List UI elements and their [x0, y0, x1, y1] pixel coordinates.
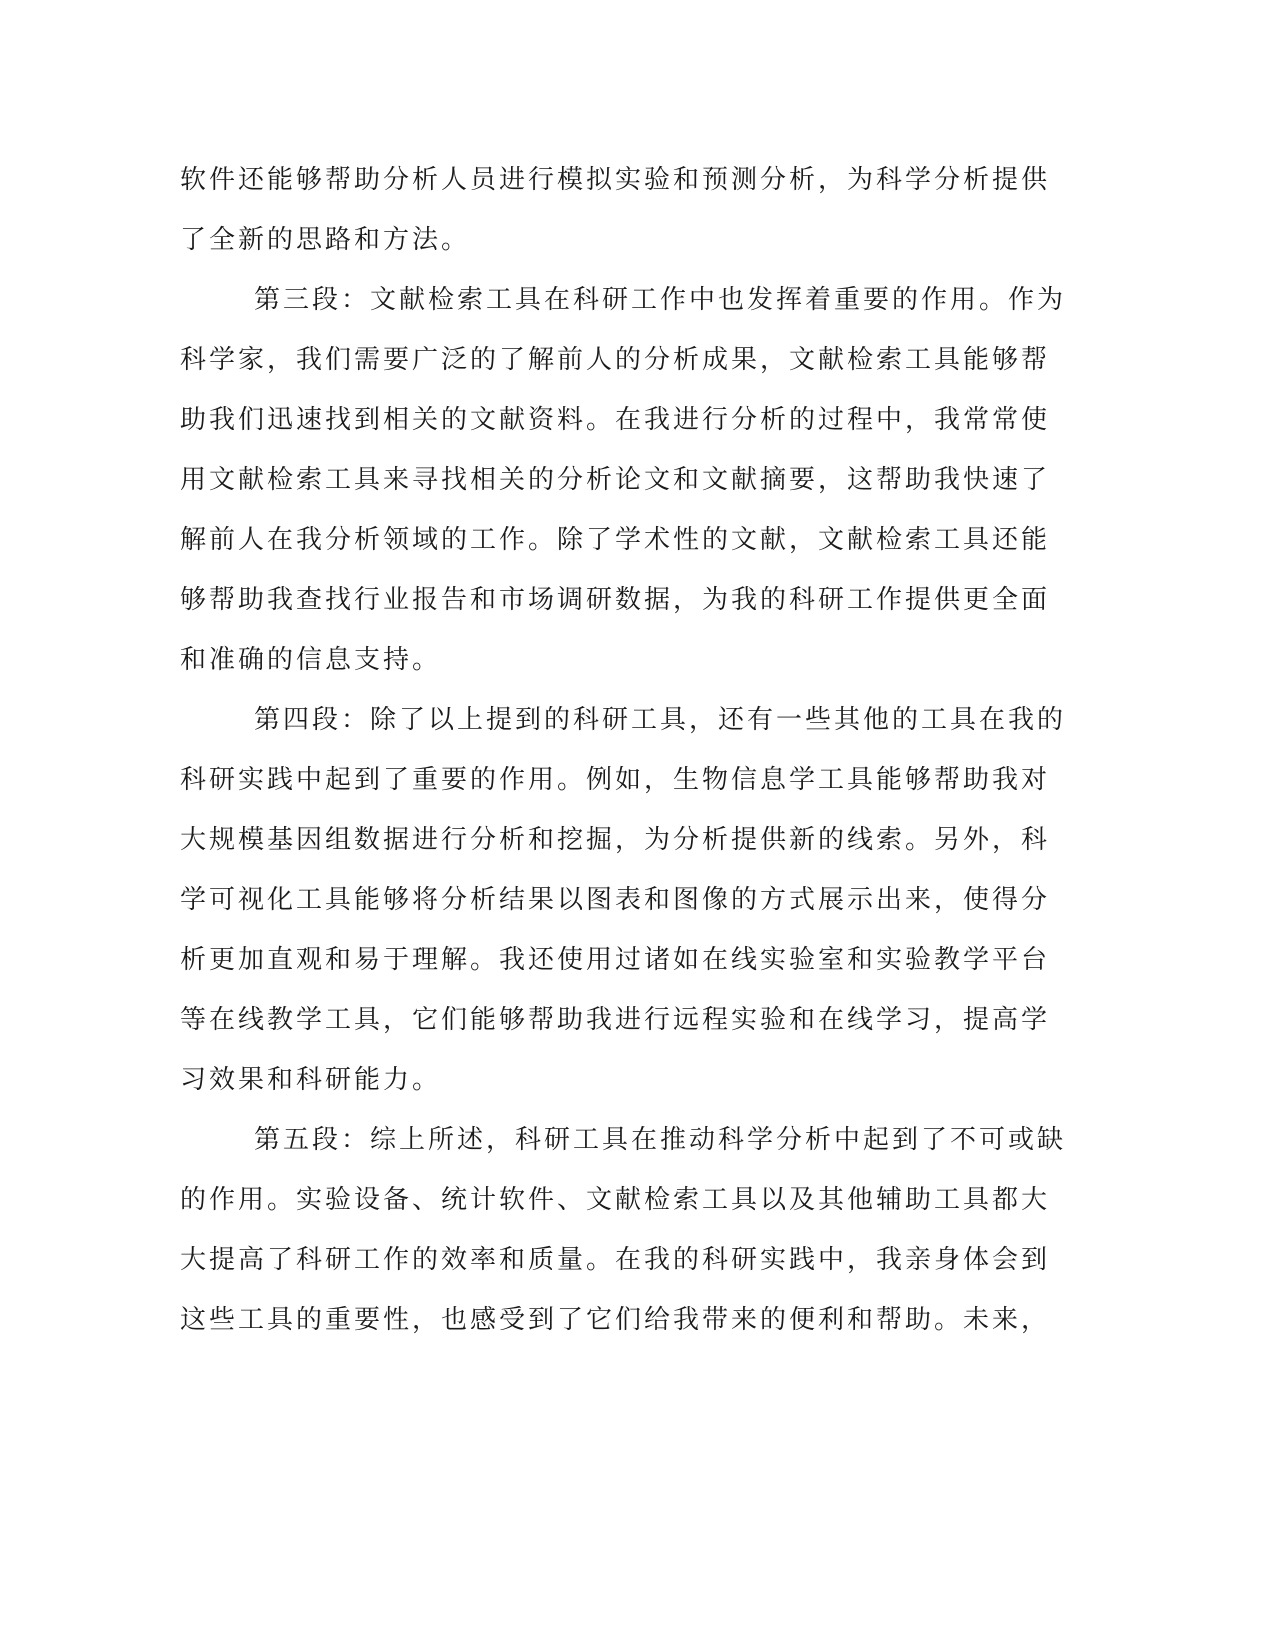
- text-line: 析更加直观和易于理解。我还使用过诸如在线实验室和实验教学平台: [180, 945, 1051, 975]
- text-line-first: 第五段：综上所述，科研工具在推动科学分析中起到了不可或缺: [254, 1125, 1067, 1155]
- text-line: 用文献检索工具来寻找相关的分析论文和文献摘要，这帮助我快速了: [180, 465, 1051, 495]
- text-line: 学可视化工具能够将分析结果以图表和图像的方式展示出来，使得分: [180, 885, 1051, 915]
- text-line: 科学家，我们需要广泛的了解前人的分析成果，文献检索工具能够帮: [180, 345, 1051, 375]
- text-line: 了全新的思路和方法。: [180, 225, 471, 255]
- paragraph-continuation: [180, 150, 1051, 270]
- paragraph-4: [180, 690, 1067, 1110]
- text-line: 大规模基因组数据进行分析和挖掘，为分析提供新的线索。另外，科: [180, 825, 1051, 855]
- text-line: 软件还能够帮助分析人员进行模拟实验和预测分析，为科学分析提供: [180, 165, 1051, 195]
- text-line: 助我们迅速找到相关的文献资料。在我进行分析的过程中，我常常使: [180, 405, 1051, 435]
- text-line: 等在线教学工具，它们能够帮助我进行远程实验和在线学习，提高学: [180, 1005, 1051, 1035]
- text-line: 的作用。实验设备、统计软件、文献检索工具以及其他辅助工具都大: [180, 1185, 1051, 1215]
- paragraph-5: [180, 1110, 1067, 1350]
- text-line: 够帮助我查找行业报告和市场调研数据，为我的科研工作提供更全面: [180, 585, 1051, 615]
- text-line: 和准确的信息支持。: [180, 645, 442, 675]
- text-line: 这些工具的重要性，也感受到了它们给我带来的便利和帮助。未来，: [180, 1305, 1051, 1335]
- text-line: 解前人在我分析领域的工作。除了学术性的文献，文献检索工具还能: [180, 525, 1051, 555]
- text-line: 习效果和科研能力。: [180, 1065, 442, 1095]
- text-line-first: 第三段：文献检索工具在科研工作中也发挥着重要的作用。作为: [254, 285, 1067, 315]
- text-line: 科研实践中起到了重要的作用。例如，生物信息学工具能够帮助我对: [180, 765, 1051, 795]
- paragraph-3: [180, 270, 1067, 690]
- text-line-first: 第四段：除了以上提到的科研工具，还有一些其他的工具在我的: [254, 705, 1067, 735]
- text-line: 大提高了科研工作的效率和质量。在我的科研实践中，我亲身体会到: [180, 1245, 1051, 1275]
- document-body: [180, 150, 1067, 1350]
